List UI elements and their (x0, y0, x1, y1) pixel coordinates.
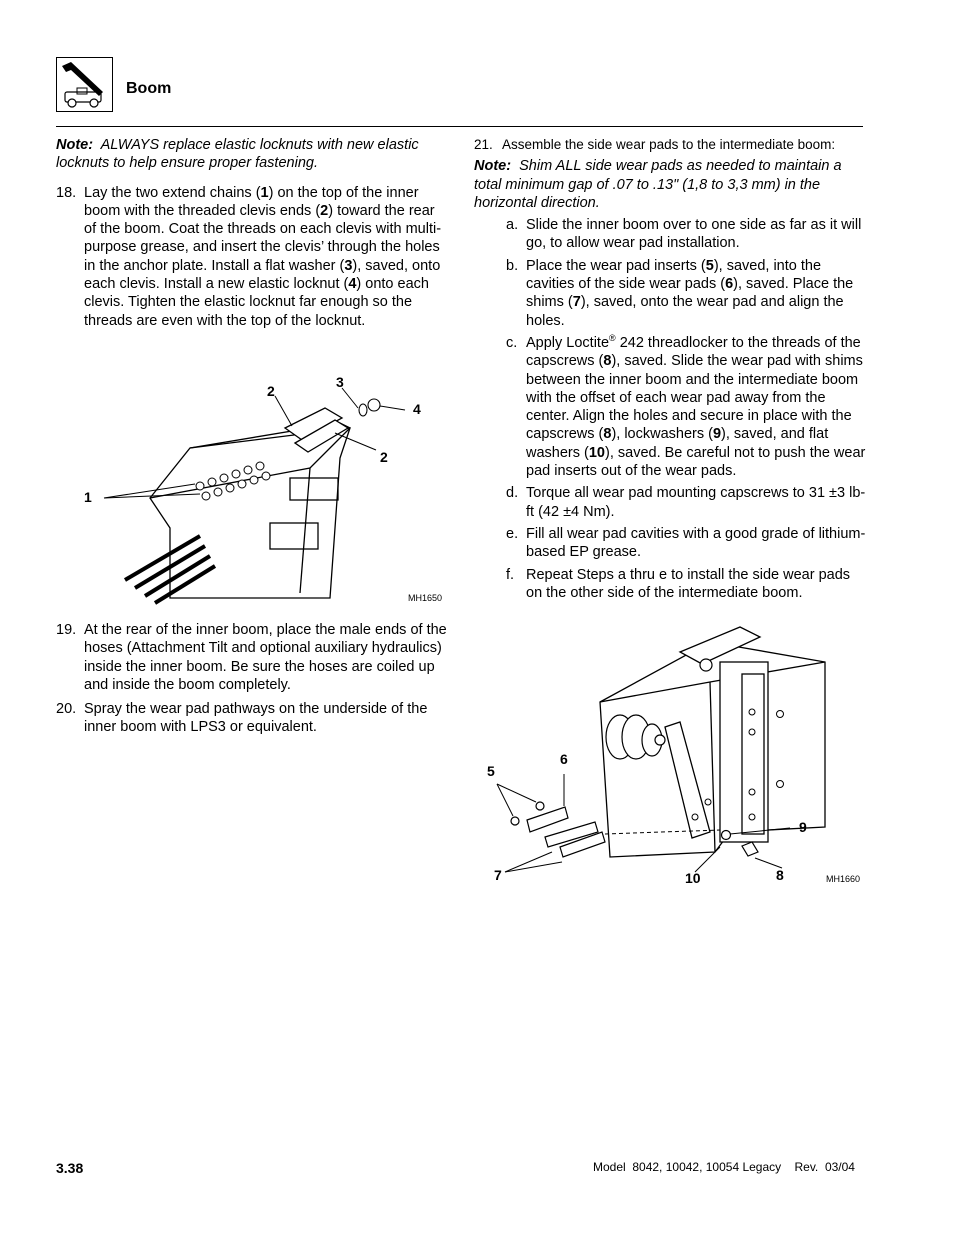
note-text: Shim ALL side wear pads as needed to maintain a total minimum gap of .07 to .13" (1,8 to 3,3 mm) in the horizontal direction. (474, 158, 842, 211)
substep-letter: e. (506, 525, 519, 542)
step-text: Assemble the side wear pads to the intermediate boom: (502, 137, 836, 152)
callout-10: 10 (685, 870, 701, 886)
callout-8: 8 (776, 867, 784, 883)
header-divider (56, 126, 863, 127)
registered-mark: ® (609, 333, 616, 344)
callout-1: 1 (84, 489, 92, 505)
step-text: At the rear of the inner boom, place the male ends of the hoses (Attachment Tilt and optional auxiliary hydraulics) inside the inner boom. Be sure the hoses are coiled up and inside the boom completely. (84, 622, 447, 693)
note-text: ALWAYS replace elastic locknuts with new elastic locknuts to help ensure proper fastening. (56, 137, 419, 172)
substep-letter: a. (506, 217, 519, 234)
step-number: 18. (56, 184, 77, 201)
step-number: 20. (56, 701, 77, 718)
callout-ref: 3 (344, 257, 353, 274)
note-label: Note: (56, 137, 94, 153)
substep-letter: c. (506, 334, 518, 351)
callout-2-bottom: 2 (380, 449, 388, 465)
figure-side-wear-pads (480, 622, 865, 890)
step-18 (56, 184, 448, 330)
callout-ref: 8 (603, 426, 612, 443)
section-title: Boom (126, 80, 172, 97)
substep-text: Torque all wear pad mounting capscrews to 31 ±3 lb-ft (42 ±4 Nm). (526, 485, 866, 520)
note-shims (474, 157, 866, 212)
step-19 (56, 621, 448, 694)
substep-text: Slide the inner boom over to one side as far as it will go, to allow wear pad installation. (526, 217, 862, 252)
callout-9: 9 (799, 819, 807, 835)
callout-2-top: 2 (267, 383, 275, 399)
callout-5: 5 (487, 763, 495, 779)
figure-extend-chains (80, 368, 450, 606)
substep-text: 242 threadlocker to the threads of the capscrews ( (526, 334, 861, 370)
step-text: ) onto each clevis. Tighten the elastic locknut far enough so the threads are even with the top of the locknut. (84, 276, 429, 329)
substep-c (474, 334, 866, 480)
callout-ref: 6 (725, 276, 734, 293)
substep-text: ), saved. Place the shims ( (526, 276, 854, 311)
step-text: ) on the top of the inner boom with the threaded clevis ends ( (84, 184, 419, 219)
callout-ref: 10 (588, 444, 605, 461)
right-column (474, 136, 866, 606)
callout-ref: 5 (705, 257, 714, 274)
step-text: Lay the two extend chains ( (84, 184, 261, 201)
note-locknuts (56, 136, 448, 173)
callout-6: 6 (560, 751, 568, 767)
callout-ref: 2 (320, 202, 329, 219)
substep-text: Place the wear pad inserts ( (526, 257, 706, 274)
substep-letter: f. (506, 566, 515, 583)
substep-d (474, 484, 866, 521)
step-text: ) toward the rear of the boom. Coat the threads on each clevis with multi-purpose grease, and insert the clevis’ through the holes in the anchor plate. Install a flat washer ( (84, 202, 442, 274)
step-text: ), saved, onto each clevis. Install a new elastic locknut ( (84, 257, 441, 293)
substep-text: ), saved, into the cavities of the side wear pads ( (526, 257, 822, 293)
substep-letter: b. (506, 257, 519, 274)
substep-e (474, 525, 866, 562)
step-number: 21. (474, 137, 493, 152)
substep-text: Repeat Steps a thru e to install the side wear pads on the other side of the intermediate boom. (526, 566, 851, 601)
substep-a (474, 216, 866, 253)
step-text: Spray the wear pad pathways on the underside of the inner boom with LPS3 or equivalent. (84, 701, 428, 736)
substep-b (474, 257, 866, 330)
page-number: 3.38 (56, 1160, 84, 1176)
substep-text: ), saved, onto the wear pad and align the holes. (526, 294, 844, 329)
substep-text: ), saved. Be careful not to push the wear pad inserts out of the wear pads. (526, 444, 866, 480)
callout-ref: 7 (572, 294, 581, 311)
substep-f (474, 566, 866, 603)
telehandler-boom-icon (57, 58, 112, 111)
substep-text: Apply Loctite (526, 334, 610, 351)
callout-ref: 8 (603, 353, 612, 370)
callout-ref: 1 (260, 184, 269, 201)
callout-ref: 9 (712, 426, 722, 443)
left-column-lower (56, 621, 448, 743)
figure-id: MH1660 (826, 874, 861, 884)
section-logo (56, 57, 113, 112)
model-revision: Model 8042, 10042, 10054 Legacy Rev. 03/04 (593, 1160, 855, 1174)
callout-4: 4 (413, 401, 421, 417)
step-21 (474, 136, 866, 154)
callout-ref: 4 (348, 276, 357, 293)
substep-text: Fill all wear pad cavities with a good grade of lithium-based EP grease. (526, 525, 866, 561)
callout-7: 7 (494, 867, 502, 883)
left-column (56, 136, 448, 336)
callout-3: 3 (336, 374, 344, 390)
substep-text: ), lockwashers ( (611, 426, 713, 443)
substep-text: ), saved, and flat washers ( (526, 426, 829, 461)
figure-id: MH1650 (408, 593, 443, 603)
substep-text: ), saved. Slide the wear pad with shims between the inner boom and the intermediate boom with the offset of each wear pad away from the center. Align the holes and secure in place with the capscrews ( (526, 353, 863, 443)
step-20 (56, 700, 448, 737)
substep-letter: d. (506, 485, 519, 502)
note-label: Note: (474, 158, 512, 175)
step-number: 19. (56, 622, 77, 638)
